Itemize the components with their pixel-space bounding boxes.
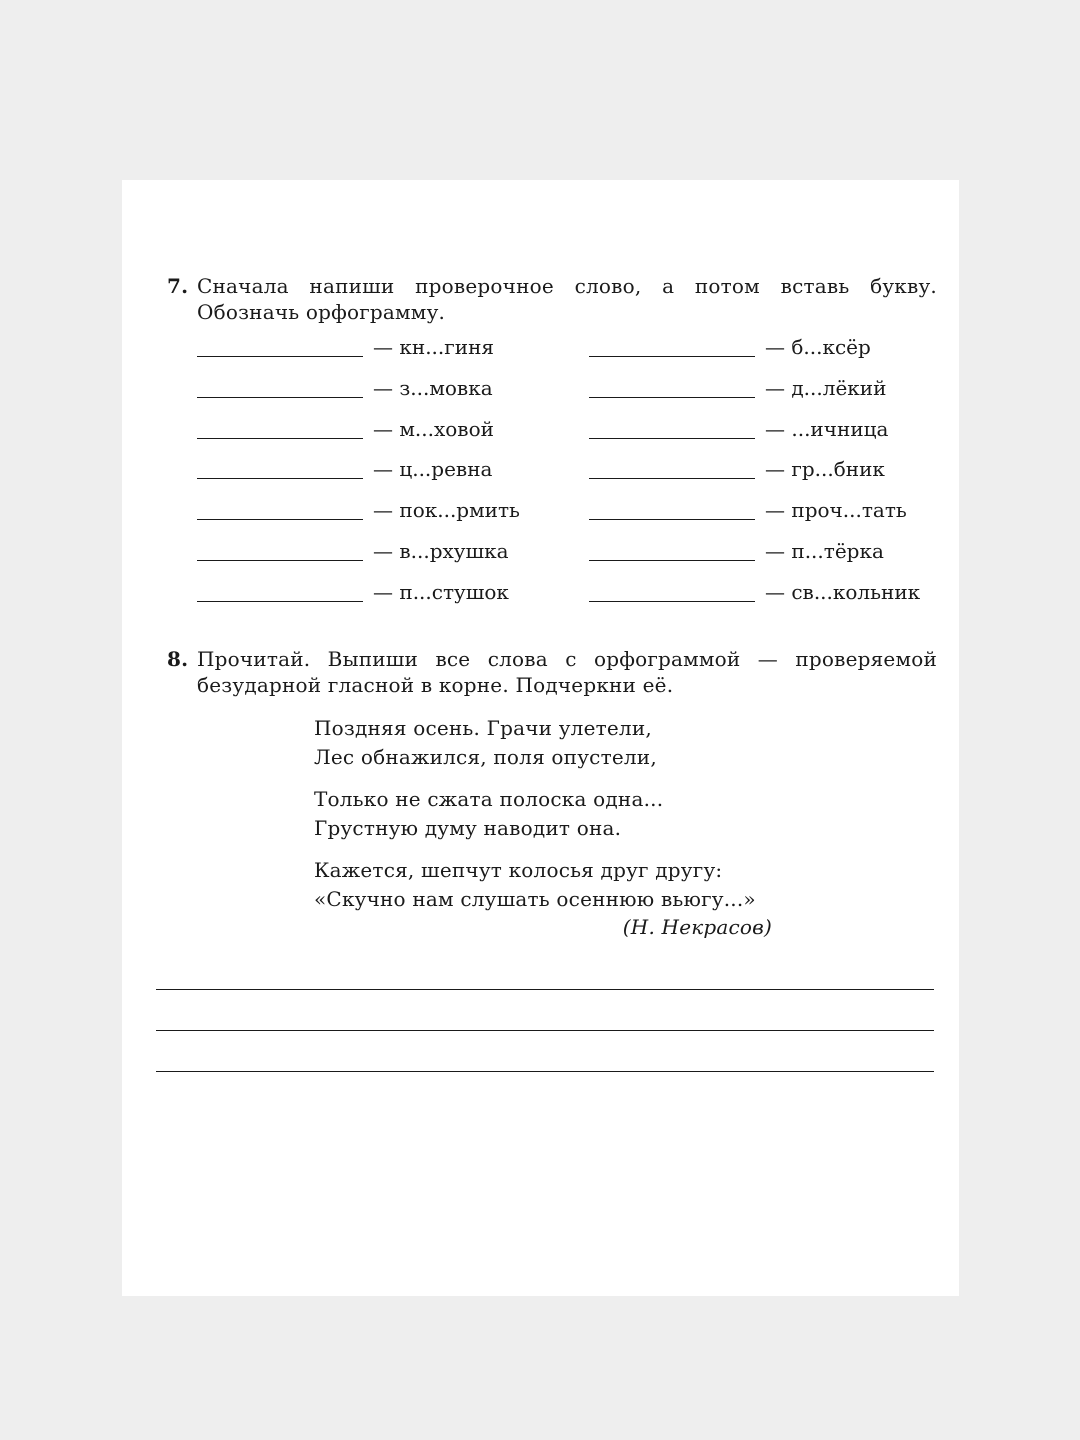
task-8 <box>167 646 937 698</box>
poem-line: Поздняя осень. Грачи улетели, <box>314 716 652 740</box>
task-7 <box>167 273 937 325</box>
exercise-row <box>197 579 557 620</box>
poem-line: Грустную думу наводит она. <box>314 815 622 840</box>
exercise-word: — ...ичница <box>765 416 889 441</box>
answer-blank[interactable] <box>197 478 363 479</box>
poem-author: (Н. Некрасов) <box>622 915 772 939</box>
exercise-word: — пок...рмить <box>373 498 520 523</box>
exercise-row <box>197 497 557 538</box>
writing-line[interactable] <box>156 989 934 990</box>
poem-line: «Скучно нам слушать осеннюю вьюгу...» <box>314 886 756 911</box>
exercise-row <box>197 538 557 579</box>
exercise-row <box>589 416 949 457</box>
writing-line[interactable] <box>156 1071 934 1072</box>
answer-blank[interactable] <box>589 601 755 602</box>
exercise-row <box>197 456 557 497</box>
exercise-word: — з...мовка <box>373 375 493 400</box>
exercise-column-right <box>589 334 949 620</box>
answer-blank[interactable] <box>589 478 755 479</box>
exercise-row <box>197 334 557 375</box>
writing-line[interactable] <box>156 1030 934 1031</box>
answer-blank[interactable] <box>197 356 363 357</box>
exercise-word: — св...кольник <box>765 579 921 604</box>
exercise-word: — д...лёкий <box>765 375 887 400</box>
exercise-row <box>197 375 557 416</box>
exercise-row <box>589 579 949 620</box>
answer-blank[interactable] <box>197 560 363 561</box>
exercise-word: — м...ховой <box>373 416 494 441</box>
answer-blank[interactable] <box>589 438 755 439</box>
task-8-instruction: Прочитай. Выпиши все слова с орфограммой — проверяемой безударной гласной в корне. Подчеркни её. <box>197 647 937 697</box>
answer-blank[interactable] <box>197 397 363 398</box>
workbook-page <box>122 180 959 1296</box>
exercise-row <box>197 416 557 457</box>
answer-blank[interactable] <box>197 438 363 439</box>
answer-blank[interactable] <box>197 601 363 602</box>
exercise-word: — гр...бник <box>765 457 885 482</box>
poem <box>314 714 784 942</box>
exercise-word: — п...стушок <box>373 579 509 604</box>
poem-stanza <box>314 714 784 771</box>
poem-stanza <box>314 785 784 842</box>
poem-stanza <box>314 856 784 913</box>
task-7-instruction: Сначала напиши проверочное слово, а потом вставь букву. Обозначь орфограмму. <box>197 274 937 324</box>
poem-line: Кажется, шепчут колосья друг другу: <box>314 858 723 882</box>
exercise-row <box>589 538 949 579</box>
task-7-number: 7. <box>167 274 189 298</box>
exercise-word: — проч...тать <box>765 498 907 523</box>
exercise-word: — ц...ревна <box>373 457 493 482</box>
task-8-number: 8. <box>167 647 189 671</box>
answer-blank[interactable] <box>589 519 755 520</box>
answer-blank[interactable] <box>589 397 755 398</box>
exercise-word: — в...рхушка <box>373 538 509 563</box>
exercise-column-left <box>197 334 557 620</box>
exercise-row <box>589 334 949 375</box>
answer-blank[interactable] <box>589 560 755 561</box>
answer-blank[interactable] <box>197 519 363 520</box>
exercise-word: — кн...гиня <box>373 335 495 359</box>
answer-blank[interactable] <box>589 356 755 357</box>
exercise-row <box>589 497 949 538</box>
exercise-row <box>589 375 949 416</box>
exercise-word: — б...ксёр <box>765 335 871 359</box>
poem-line: Только не сжата полоска одна... <box>314 787 664 811</box>
poem-line: Лес обнажился, поля опустели, <box>314 744 657 769</box>
exercise-word: — п...тёрка <box>765 538 884 563</box>
exercise-row <box>589 456 949 497</box>
